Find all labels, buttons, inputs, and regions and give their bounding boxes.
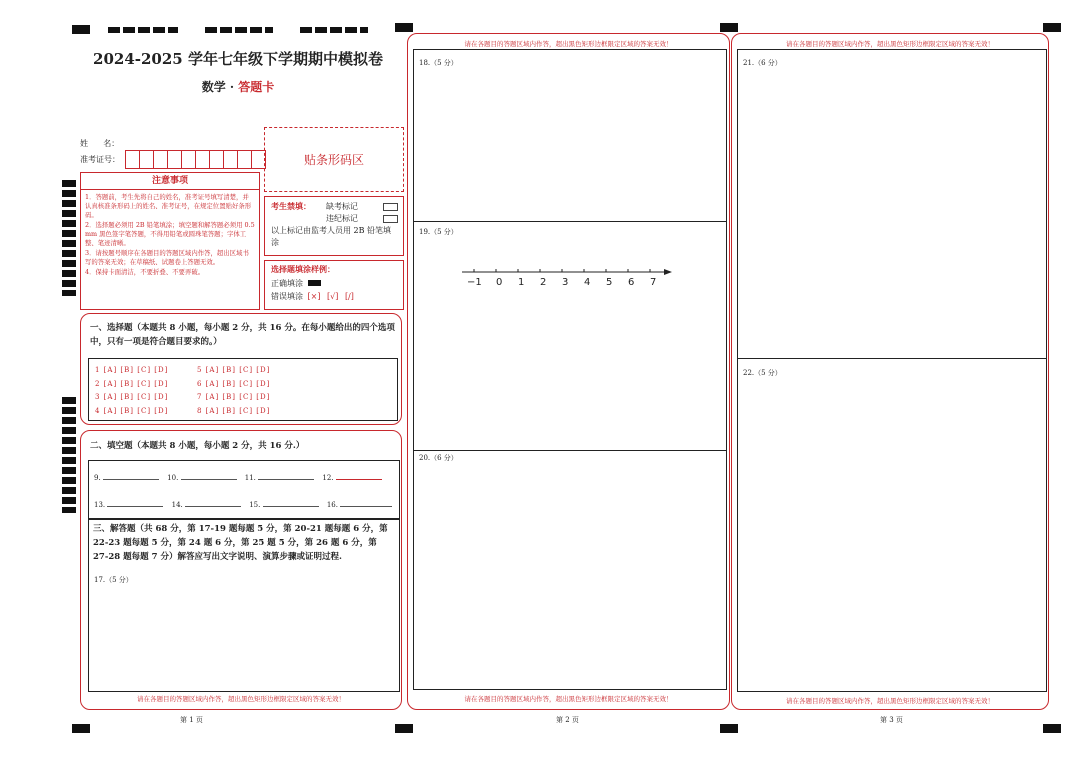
choice-row[interactable]: 8 [A] [B] [C] [D]: [197, 406, 271, 415]
violation-label: 考生禁填：: [271, 201, 311, 211]
q22-label: 22.（5 分）: [743, 369, 782, 377]
choice-row[interactable]: 2 [A] [B] [C] [D]: [95, 379, 169, 388]
q20-label: 20.（6 分）: [419, 454, 458, 462]
page3-frame: [731, 33, 1049, 710]
blank-11[interactable]: [258, 471, 314, 480]
blank-16[interactable]: [340, 498, 392, 507]
fill-sample-title: 选择题填涂样例：: [271, 264, 335, 274]
q20-answer-area[interactable]: [414, 450, 726, 689]
page3-answer-column: [737, 49, 1047, 692]
absent-label: 缺考标记: [326, 202, 358, 211]
q19-label: 19.（5 分）: [419, 228, 458, 236]
exam-title: 2024-2025 学年七年级下学期期中模拟卷: [93, 50, 383, 68]
tick-label: 3: [562, 277, 569, 288]
header-warning-2: 请在各题目的答题区域内作答，超出黑色矩形边框限定区域的答案无效！: [464, 40, 673, 48]
section2-heading: 二、填空题（本题共 8 小题，每小题 2 分，共 16 分.）: [90, 441, 305, 451]
cheat-checkbox[interactable]: [383, 215, 398, 223]
notice-item: 4．保持卡面清洁，不要折叠、不要弄破。: [85, 268, 205, 276]
correct-fill-label: 正确填涂: [271, 279, 303, 288]
exam-no-boxes[interactable]: [125, 150, 266, 169]
choice-row[interactable]: 3 [A] [B] [C] [D]: [95, 393, 169, 401]
page2-frame: [407, 33, 730, 710]
barcode-label: 贴条形码区: [303, 153, 364, 167]
q19-answer-area[interactable]: [414, 221, 726, 451]
cheat-label: 违纪标记: [326, 214, 358, 223]
choice-row[interactable]: 1 [A] [B] [C] [D]: [95, 366, 169, 374]
choice-row[interactable]: 5 [A] [B] [C] [D]: [197, 366, 271, 374]
page-number-2: 第 2 页: [556, 716, 579, 724]
blank-12-label: 12.: [322, 474, 334, 482]
blank-15[interactable]: [263, 498, 319, 507]
blank-12[interactable]: [336, 471, 382, 480]
violation-note: 以上标记由监考人员用 2B 铅笔填涂: [271, 226, 392, 247]
fill-blank-area: [88, 460, 400, 520]
number-line-labels: [414, 277, 726, 291]
q17-label: 17.（5 分）: [94, 576, 133, 584]
footer-warning-3: 请在各题目的答题区域内作答，超出黑色矩形边框限定区域的答案无效！: [786, 697, 994, 705]
notice-title: 注意事项: [81, 173, 259, 190]
section1-heading: 一、选择题（本题共 8 小题，每小题 2 分，共 16 分。在每小题给出的四个选项中，只有一项是符合题目要求的。）: [90, 323, 395, 347]
q17-answer-area[interactable]: [88, 518, 400, 692]
section1-choice: [80, 313, 402, 425]
notice-item: 3．请按题号顺序在各题目的答题区域内作答，超出区域书写的答案无效；在草稿纸、试题卷上答题无效。: [85, 249, 249, 266]
name-label: 姓 名：: [80, 139, 120, 148]
footer-warning-2: 请在各题目的答题区域内作答，超出黑色矩形边框限定区域的答案无效！: [464, 695, 673, 703]
footer-warning-1: 请在各题目的答题区域内作答，超出黑色矩形边框限定区域的答案无效！: [137, 695, 345, 703]
page-number-3: 第 3 页: [880, 716, 903, 724]
page2-answer-column: [413, 49, 727, 690]
tick-label: −1: [467, 277, 482, 288]
subject-line: [78, 78, 398, 95]
blank-13[interactable]: [107, 498, 163, 507]
blank-14[interactable]: [185, 498, 241, 507]
choice-grid: [88, 358, 398, 421]
tick-label: 6: [628, 277, 635, 288]
subject-label: 数学 ·: [201, 80, 239, 94]
section3-heading: 三、解答题（共 68 分，第 17-19 题每题 5 分，第 20-21 题每题 6 分，第 22-23 题每题 5 分，第 24 题 6 分，第 25 题 5 分，第 26 题 6 分，第 27-28 题每题 7 分）解答应写出文字说明、演算步骤或证明过程.: [93, 524, 388, 562]
q21-label: 21.（6 分）: [743, 59, 782, 67]
page-number-1: 第 1 页: [180, 716, 203, 724]
choice-row[interactable]: 4 [A] [B] [C] [D]: [95, 406, 169, 415]
barcode-area: [264, 127, 404, 192]
blank-13-label: 13.: [94, 501, 106, 509]
blank-11-label: 11.: [244, 474, 256, 482]
blank-9[interactable]: [103, 471, 159, 480]
notice-list: [81, 190, 259, 281]
header-warning-3: 请在各题目的答题区域内作答，超出黑色矩形边框限定区域的答案无效！: [786, 40, 994, 48]
tick-label: 1: [518, 277, 525, 288]
tick-label: 2: [540, 277, 547, 288]
q21-answer-area[interactable]: [738, 50, 1046, 359]
section2-3-block: [80, 430, 402, 710]
notice-box: [80, 172, 260, 310]
q18-label: 18.（5 分）: [419, 59, 458, 67]
blank-14-label: 14.: [171, 501, 183, 509]
blank-16-label: 16.: [326, 501, 338, 509]
blank-10-label: 10.: [167, 474, 179, 482]
violation-box: [264, 196, 404, 256]
notice-item: 2．选择题必须用 2B 铅笔填涂；填空题和解答题必须用 0.5 mm 黑色签字笔答题，不得用铅笔或圆珠笔答题；字体工整、笔迹清晰。: [85, 221, 255, 247]
exam-no-label: 准考证号：: [80, 155, 120, 164]
blank-15-label: 15.: [249, 501, 261, 509]
blank-10[interactable]: [181, 471, 237, 480]
absent-checkbox[interactable]: [383, 203, 398, 211]
tick-label: 0: [496, 277, 503, 288]
blank-9-label: 9.: [94, 474, 101, 482]
wrong-mark: [/]: [344, 292, 354, 301]
tick-label: 4: [584, 277, 591, 288]
wrong-mark: [√]: [327, 292, 339, 301]
fill-sample-box: [264, 260, 404, 310]
card-type-label: 答题卡: [238, 80, 275, 94]
notice-item: 1．答题前，考生先将自己的姓名，准考证号填写清楚，并认真核准条形码上的姓名、准考证号，在规定位置贴好条形码。: [85, 193, 252, 219]
tick-label: 5: [606, 277, 613, 288]
q22-answer-area[interactable]: [738, 358, 1046, 691]
choice-row[interactable]: 7 [A] [B] [C] [D]: [197, 393, 271, 401]
tick-label: 7: [650, 277, 657, 288]
choice-row[interactable]: 6 [A] [B] [C] [D]: [197, 379, 271, 388]
wrong-fill-label: 错误填涂: [271, 292, 303, 301]
q18-answer-area[interactable]: [414, 50, 726, 222]
wrong-mark: [×]: [307, 292, 321, 301]
correct-fill-mark: [308, 280, 321, 286]
